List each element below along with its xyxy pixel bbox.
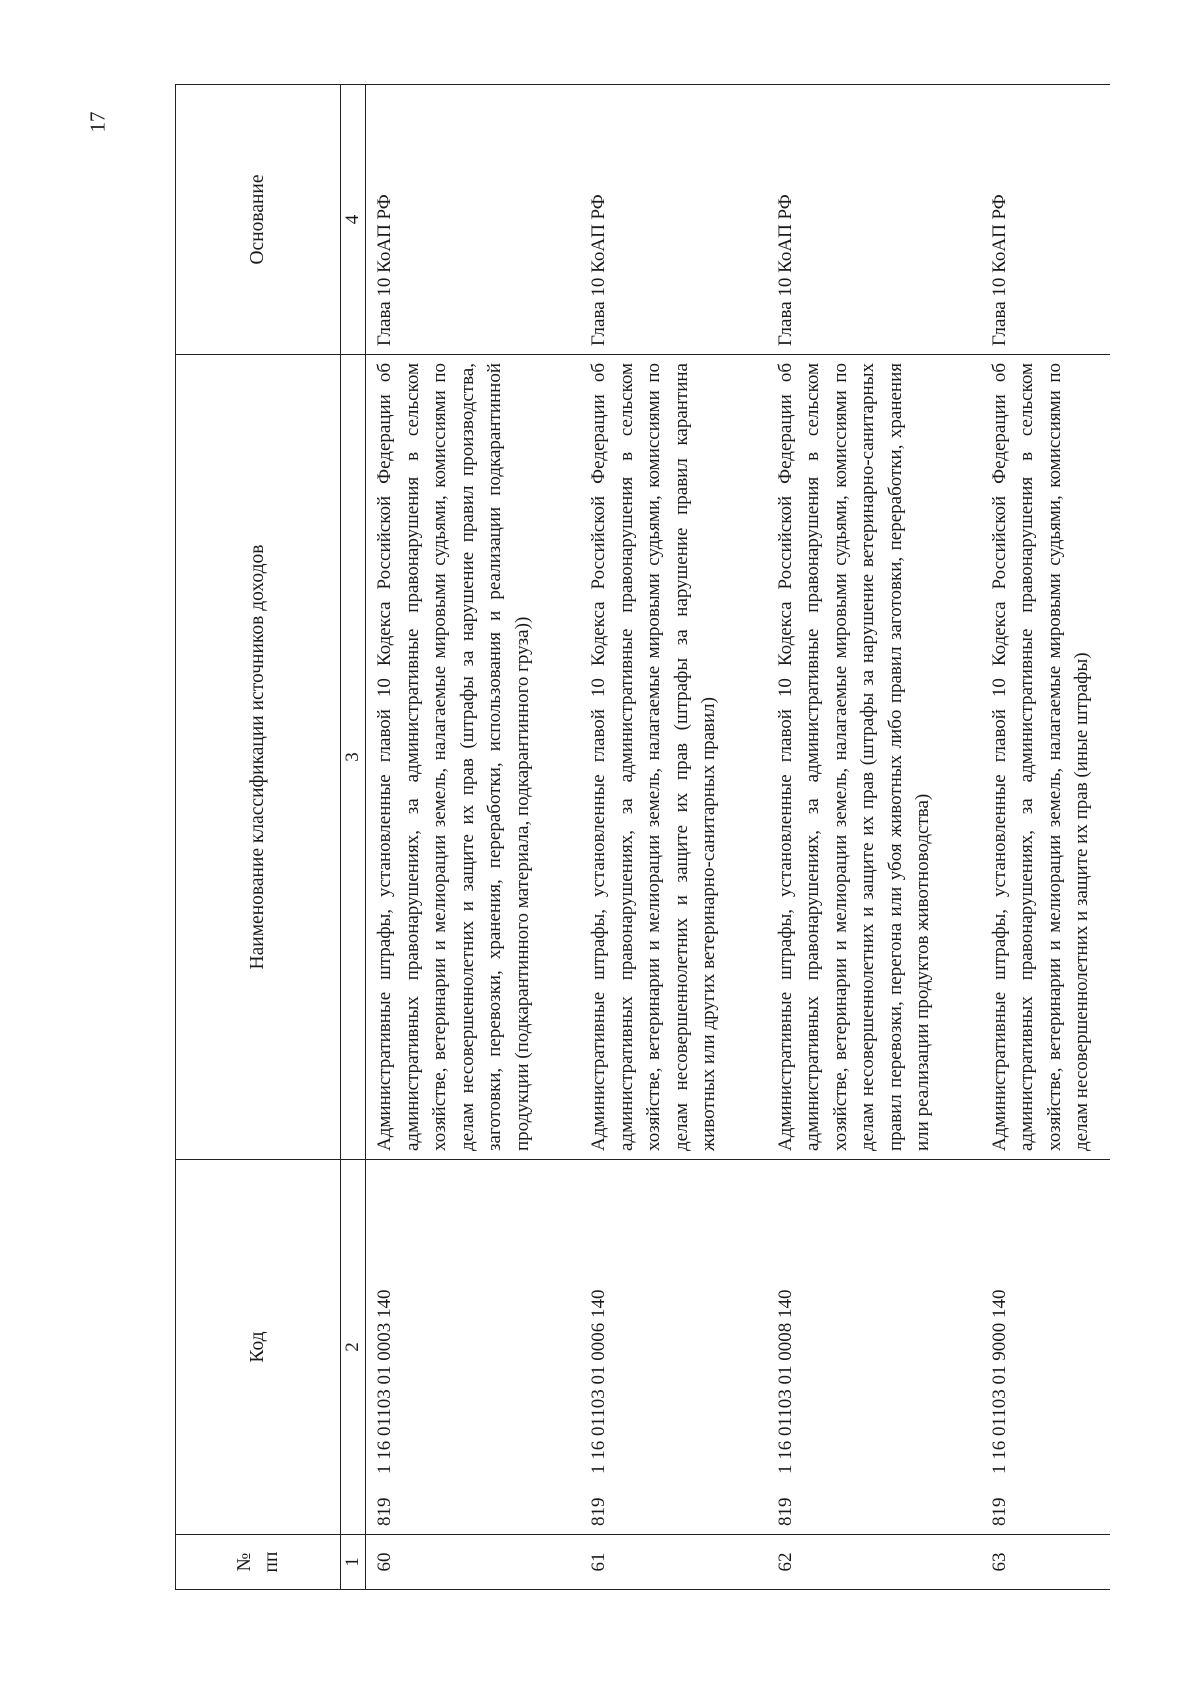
column-number-row [341, 85, 366, 1590]
row-basis: Глава 10 КоАП РФ [580, 85, 767, 355]
column-number: 2 [341, 1160, 366, 1535]
table-row [366, 85, 581, 1590]
row-basis: Глава 10 КоАП РФ [366, 85, 581, 355]
income-code: 1 16 01103 01 0008 140 [774, 1289, 796, 1474]
admin-code: 819 [988, 1497, 1010, 1526]
page-number: 17 [85, 111, 110, 133]
admin-code: 819 [588, 1497, 609, 1526]
income-code: 1 16 01103 01 9000 140 [988, 1289, 1010, 1474]
row-basis: Глава 10 КоАП РФ [767, 85, 981, 355]
row-number: 63 [981, 1535, 1110, 1590]
row-code [767, 1160, 981, 1535]
row-number: 61 [580, 1535, 767, 1590]
income-code: 1 16 01103 01 0006 140 [588, 1289, 609, 1474]
header-code: Код [176, 1160, 341, 1535]
header-basis: Основание [176, 85, 341, 355]
column-number: 1 [341, 1535, 366, 1590]
row-name: Административные штрафы, установленные главой 10 Кодекса Российской Федерации об административных правонарушениях, за административные правонарушения в сельском хозяйстве, ветеринарии и мелиорации земель, налагаемые мировыми судьями, комиссиями по делам несовершеннолетних и защите их прав (штрафы за нарушение правил производства, заготовки, перевозки, хранения, переработки, использования и реализации подкарантинной продукции (подкарантинного материала, подкарантинного груза)) [366, 355, 581, 1160]
table-row [981, 85, 1110, 1590]
row-code [366, 1160, 581, 1535]
rotated-table-container [175, 85, 1115, 1590]
header-number: № пп [176, 1535, 341, 1590]
header-name: Наименование классификации источников доходов [176, 355, 341, 1160]
income-code: 1 16 01103 01 0003 140 [374, 1289, 395, 1474]
row-code [580, 1160, 767, 1535]
column-number: 3 [341, 355, 366, 1160]
column-number: 4 [341, 85, 366, 355]
admin-code: 819 [374, 1497, 395, 1526]
header-row [176, 85, 341, 1590]
admin-code: 819 [774, 1497, 796, 1526]
row-name: Административные штрафы, установленные главой 10 Кодекса Российской Федерации об административных правонарушениях, за административные правонарушения в сельском хозяйстве, ветеринарии и мелиорации земель, налагаемые мировыми судьями, комиссиями по делам несовершеннолетних и защите их прав (штрафы за нарушение правил карантина животных или других ветеринарно-санитарных правил) [580, 355, 767, 1160]
income-classification-table [175, 84, 1110, 1590]
table-row [580, 85, 767, 1590]
row-name: Административные штрафы, установленные главой 10 Кодекса Российской Федерации об административных правонарушениях, за административные правонарушения в сельском хозяйстве, ветеринарии и мелиорации земель, налагаемые мировыми судьями, комиссиями по делам несовершеннолетних и защите их прав (штрафы за нарушение ветеринарно-санитарных правил перевозки, перегона или убоя животных либо правил заготовки, переработки, хранения или реализации продуктов животноводства) [767, 355, 981, 1160]
row-name: Административные штрафы, установленные главой 10 Кодекса Российской Федерации об административных правонарушениях, за административные правонарушения в сельском хозяйстве, ветеринарии и мелиорации земель, налагаемые мировыми судьями, комиссиями по делам несовершеннолетних и защите их прав (иные штрафы) [981, 355, 1110, 1160]
row-number: 62 [767, 1535, 981, 1590]
row-basis: Глава 10 КоАП РФ [981, 85, 1110, 355]
table-row [767, 85, 981, 1590]
row-number: 60 [366, 1535, 581, 1590]
row-code [981, 1160, 1110, 1535]
